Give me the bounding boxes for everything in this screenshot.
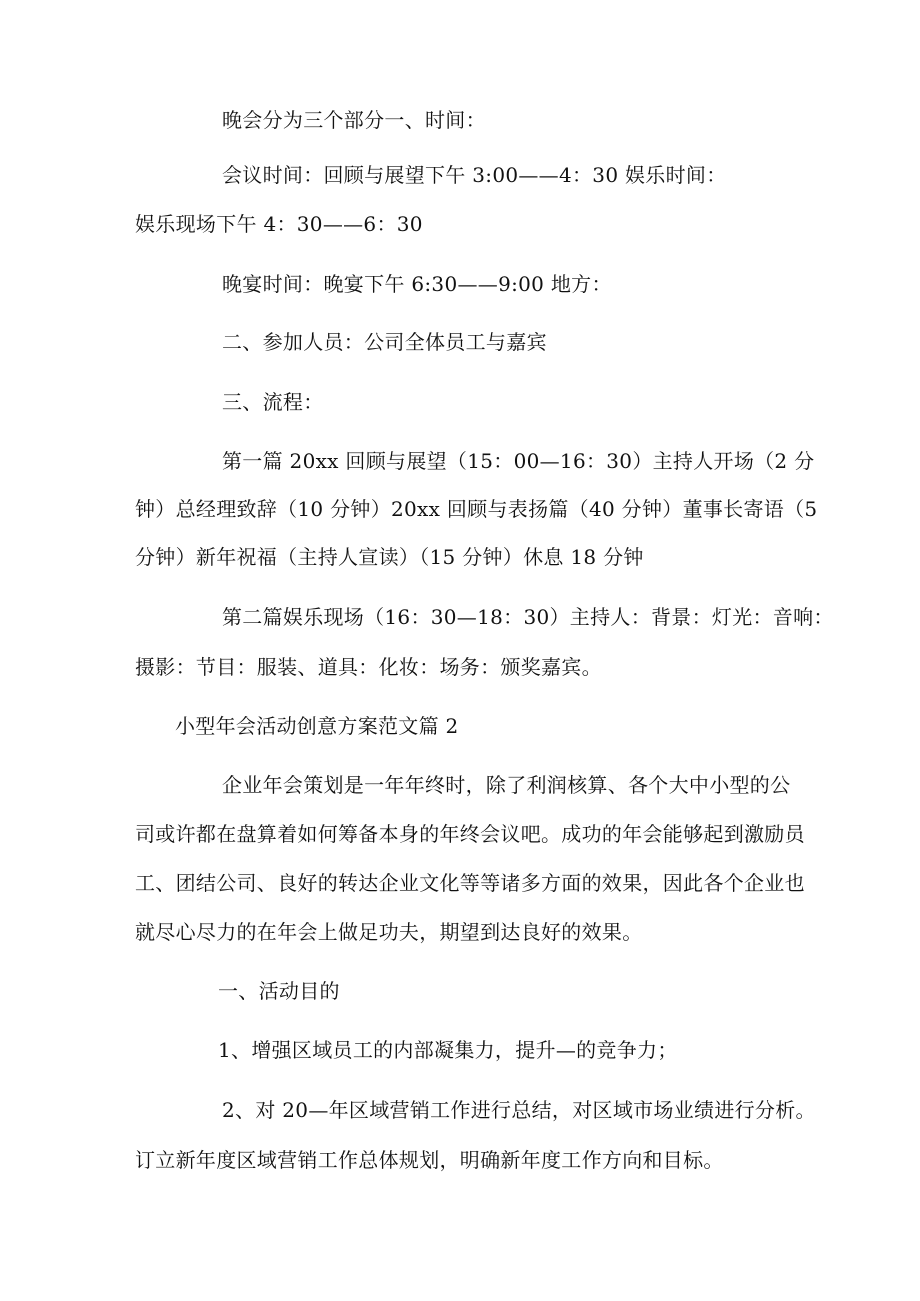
text-line-process-heading: 三、流程： — [222, 390, 324, 414]
text-line-part-two-cont: 摄影：节目：服装、道具：化妆：场务：颁奖嘉宾。 — [135, 655, 602, 679]
section-title: 小型年会活动创意方案范文篇 2 — [175, 714, 459, 738]
text-line-part-one: 第一篇 20xx 回顾与展望（15：00—16：30）主持人开场（2 分 — [222, 449, 815, 473]
text-line-part-one-cont: 钟）总经理致辞（10 分钟）20xx 回顾与表扬篇（40 分钟）董事长寄语（5 — [135, 497, 818, 521]
text-line-part-two: 第二篇娱乐现场（16：30—18：30）主持人：背景：灯光：音响： — [222, 605, 834, 629]
text-line-part-one-end: 分钟）新年祝福（主持人宣读）（15 分钟）休息 18 分钟 — [135, 545, 644, 569]
text-line-evening-parts: 晚会分为三个部分一、时间： — [222, 108, 486, 132]
text-line-intro-cont-2: 工、团结公司、良好的转达企业文化等等诸多方面的效果，因此各个企业也 — [135, 871, 805, 895]
text-line-objective-2-cont: 订立新年度区域营销工作总体规划，明确新年度工作方向和目标。 — [135, 1148, 724, 1172]
text-line-meeting-time: 会议时间：回顾与展望下午 3:00——4：30 娱乐时间： — [222, 163, 727, 187]
text-line-objective-2: 2、对 20—年区域营销工作进行总结，对区域市场业绩进行分析。 — [222, 1098, 816, 1122]
text-line-intro-cont-1: 司或许都在盘算着如何筹备本身的年终会议吧。成功的年会能够起到激励员 — [135, 822, 805, 846]
text-line-entertainment-time: 娱乐现场下午 4：30——6：30 — [135, 212, 423, 236]
text-line-intro: 企业年会策划是一年年终时，除了利润核算、各个大中小型的公 — [222, 773, 791, 797]
text-line-dinner-time: 晚宴时间：晚宴下午 6:30——9:00 地方： — [222, 272, 612, 296]
text-line-objective-heading: 一、活动目的 — [218, 979, 340, 1003]
text-line-intro-end: 就尽心尽力的在年会上做足功夫，期望到达良好的效果。 — [135, 920, 643, 944]
text-line-objective-1: 1、增强区域员工的内部凝集力，提升—的竞争力； — [218, 1038, 678, 1062]
text-line-participants: 二、参加人员：公司全体员工与嘉宾 — [222, 330, 547, 354]
